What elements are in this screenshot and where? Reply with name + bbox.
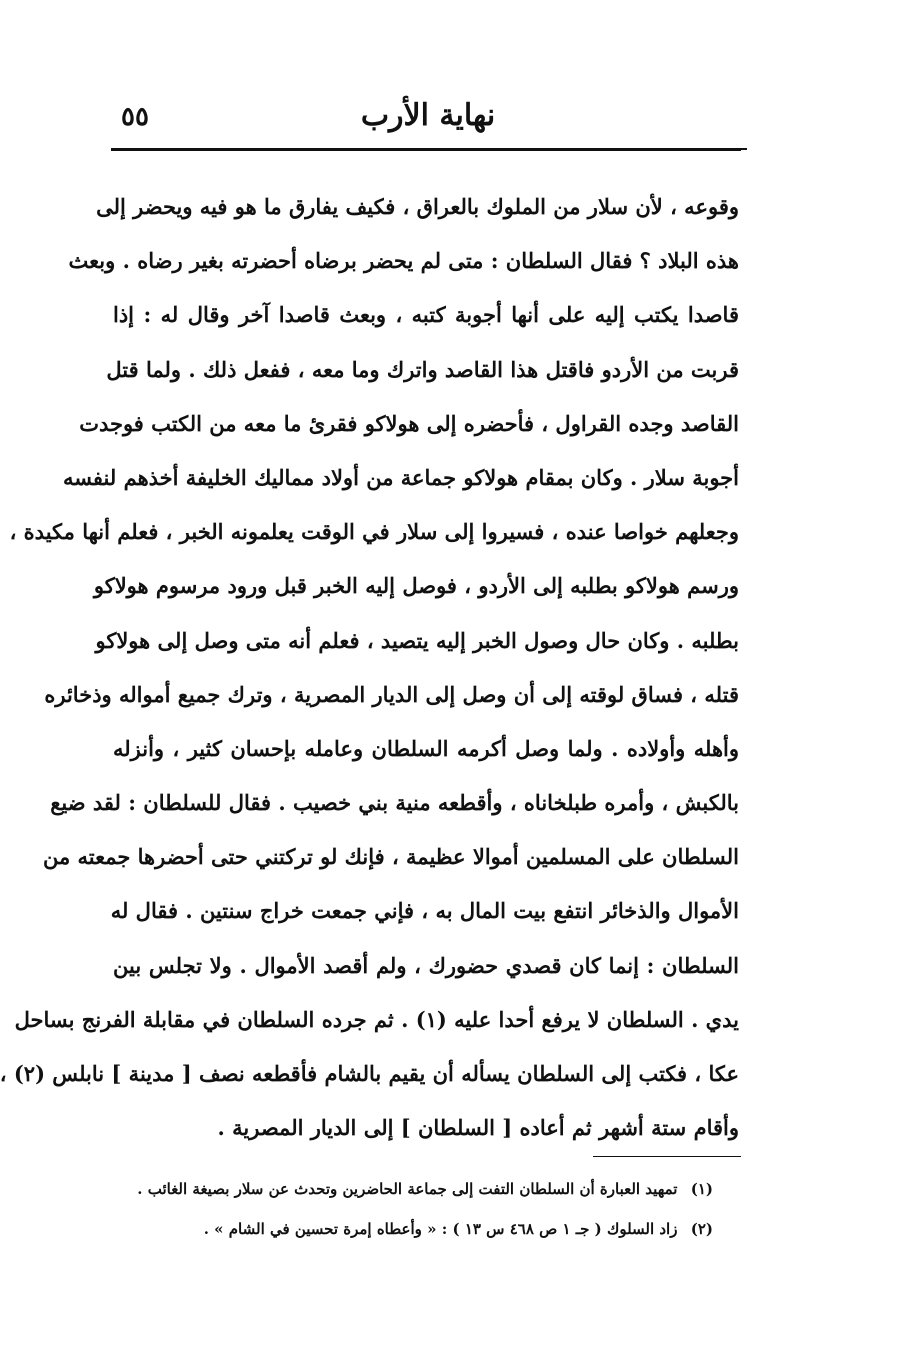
text-line: أجوبة سلار . وكان بمقام هولاكو جماعة من أولاد مماليك الخليفة أخذهم لنفسه	[62, 464, 739, 490]
footnote-mark: (١)	[690, 1180, 713, 1198]
footnote-2	[149, 1210, 713, 1250]
page-header	[117, 98, 739, 148]
text-line: الأموال والذخائر انتفع بيت المال به ، فإني جمعت خراج سنتين . فقال له	[110, 898, 739, 924]
footnotes	[137, 1170, 713, 1250]
text-line: ورسم هولاكو بطلبه إلى الأردو ، فوصل إليه الخبر قبل ورود مرسوم هولاكو	[93, 573, 739, 599]
text-line: قربت من الأردو فاقتل هذا القاصد واترك وما معه ، ففعل ذلك . ولما قتل	[106, 356, 739, 382]
running-title: نهاية الأرب	[360, 98, 496, 133]
text-line: القاصد وجده القراول ، فأحضره إلى هولاكو فقرئ ما معه من الكتب فوجدت	[79, 410, 739, 436]
footnote-1	[137, 1170, 713, 1210]
text-line: هذه البلاد ؟ فقال السلطان : متى لم يحضر برضاه أحضرته بغير رضاه . وبعث	[68, 248, 739, 274]
text-line: بطلبه . وكان حال وصول الخبر إليه يتصيد ، فعلم أنه متى وصل إلى هولاكو	[95, 627, 739, 653]
page-number: ٥٥	[121, 102, 149, 132]
text-line: قتله ، فساق لوقته إلى أن وصل إلى الديار المصرية ، وترك جميع أمواله وذخائره	[44, 681, 739, 707]
text-line: وقوعه ، لأن سلار من الملوك بالعراق ، فكيف يفارق ما هو فيه ويحضر إلى	[96, 194, 739, 219]
body-text	[0, 180, 739, 1155]
text-line: بالكبش ، وأمره طبلخاناه ، وأقطعه منية بني خصيب . فقال للسلطان : لقد ضيع	[50, 790, 739, 816]
text-line: عكا ، فكتب إلى السلطان يسأله أن يقيم بالشام فأقطعه نصف [ مدينة ] نابلس (٢) ،	[0, 1061, 739, 1086]
footnote-rule	[593, 1156, 741, 1157]
footnote-mark: (٢)	[690, 1220, 713, 1238]
text-line: قاصدا يكتب إليه على أنها أجوبة كتبه ، وبعث قاصدا آخر وقال له : إذا	[113, 302, 739, 328]
footnote-text: زاد السلوك ( جـ ١ ص ٤٦٨ س ١٣ ) : « وأعطاه إمرة تحسين في الشام » .	[203, 1220, 678, 1238]
footnote-text: تمهيد العبارة أن السلطان التفت إلى جماعة الحاضرين وتحدث عن سلار بصيغة الغائب .	[137, 1180, 678, 1198]
text-line: وأقام ستة أشهر ثم أعاده [ السلطان ] إلى الديار المصرية .	[217, 1115, 739, 1141]
text-line: وأهله وأولاده . ولما وصل أكرمه السلطان وعامله بإحسان كثير ، وأنزله	[113, 735, 739, 761]
text-line: السلطان : إنما كان قصدي حضورك ، ولم أقصد الأموال . ولا تجلس بين	[113, 952, 739, 978]
text-line: السلطان على المسلمين أموالا عظيمة ، فإنك لو تركتني حتى أحضرها جمعته من	[42, 844, 739, 870]
text-line: يدي . السلطان لا يرفع أحدا عليه (١) . ثم جرده السلطان في مقابلة الفرنج بساحل	[14, 1006, 739, 1032]
header-rule	[111, 148, 741, 151]
text-line: وجعلهم خواصا عنده ، فسيروا إلى سلار في الوقت يعلمونه الخبر ، فعلم أنها مكيدة ،	[9, 519, 739, 545]
